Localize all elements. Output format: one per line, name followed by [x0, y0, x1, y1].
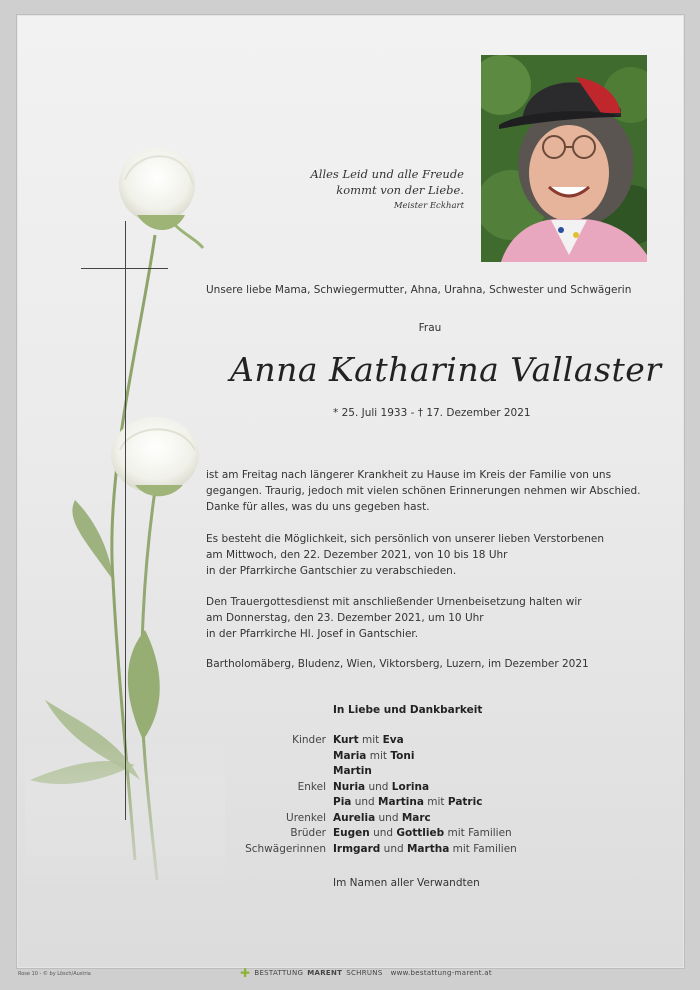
family-row [200, 842, 517, 858]
family-relation [200, 749, 333, 765]
family-relation: Schwägerinnen [245, 842, 326, 855]
family-connector: und [380, 842, 407, 855]
quote-block [310, 166, 464, 214]
cross-logo-icon: ✚ [240, 966, 251, 980]
family-member-name: Irmgard [333, 842, 381, 855]
family-row [200, 780, 517, 796]
places-date-line: Bartholomäberg, Bludenz, Wien, Viktorsberg, Luzern, im Dezember 2021 [206, 658, 589, 670]
family-relation: Brüder [290, 827, 326, 839]
family-member-name: Martin [333, 765, 372, 777]
family-member-name: Kurt [333, 734, 359, 746]
family-connector: mit Familien [449, 842, 517, 855]
family-names [333, 795, 482, 811]
family-names [333, 826, 512, 842]
paragraph-service [206, 594, 582, 642]
family-relation: Urenkel [286, 811, 326, 824]
footer-brand [240, 966, 492, 980]
family-list [200, 733, 517, 857]
deceased-name: Anna Katharina Vallaster [230, 350, 662, 389]
family-relation: Kinder [292, 734, 326, 746]
footer-brand-prefix: BESTATTUNG [254, 969, 304, 977]
quote-line-1: Alles Leid und alle Freude [310, 167, 464, 181]
family-names [333, 780, 429, 796]
family-member-name: Pia [333, 796, 352, 808]
footer-brand-name: MARENT [307, 969, 343, 977]
paragraph-line: in der Pfarrkirche Gantschier zu verabschieden. [206, 565, 457, 577]
family-relation [200, 795, 333, 811]
family-row [200, 733, 517, 749]
paragraph-line: in der Pfarrkirche Hl. Josef in Gantschier. [206, 628, 419, 640]
family-connector: mit [358, 734, 383, 746]
family-member-name: Eva [382, 734, 404, 746]
family-names [333, 733, 404, 749]
footer-url[interactable]: www.bestattung-marent.at [390, 969, 492, 977]
family-member-name: Maria [333, 749, 367, 762]
family-connector: mit [423, 796, 448, 808]
paragraph-line: am Donnerstag, den 23. Dezember 2021, um 10 Uhr [206, 612, 484, 624]
family-member-name: Nuria [333, 780, 366, 793]
family-member-name: Lorina [391, 780, 430, 793]
intro-line: Unsere liebe Mama, Schwiegermutter, Ahna, Urahna, Schwester und Schwägerin [206, 284, 632, 296]
family-row [200, 811, 517, 827]
salutation: Frau [418, 322, 442, 334]
life-dates: * 25. Juli 1933 - † 17. Dezember 2021 [333, 407, 531, 419]
family-names [333, 811, 431, 827]
family-connector: und [369, 827, 397, 839]
family-names [333, 764, 372, 780]
family-member-name: Martha [406, 842, 450, 855]
cross-horizontal [81, 268, 168, 269]
family-member-name: Marc [401, 811, 431, 824]
cross-vertical [125, 221, 126, 820]
family-connector: und [375, 811, 402, 824]
paragraph-farewell [206, 531, 604, 579]
family-relation [200, 764, 333, 780]
quote-author: Meister Eckhart [393, 201, 464, 211]
family-member-name: Toni [390, 749, 415, 762]
in-liebe-heading: In Liebe und Dankbarkeit [333, 704, 483, 716]
paragraph-line: Danke für alles, was du uns gegeben hast. [206, 501, 430, 513]
paragraph-passing [206, 467, 641, 515]
family-member-name: Martina [378, 796, 424, 808]
family-row [200, 749, 517, 765]
family-row [200, 764, 517, 780]
paragraph-line: am Mittwoch, den 22. Dezember 2021, von 10 bis 18 Uhr [206, 549, 508, 561]
paragraph-line: gegangen. Traurig, jedoch mit vielen schönen Erinnerungen nehmen wir Abschied. [206, 485, 641, 497]
family-connector: mit [366, 749, 391, 762]
portrait-photo [481, 55, 647, 262]
family-names [333, 749, 414, 765]
paragraph-line: ist am Freitag nach längerer Krankheit zu Hause im Kreis der Familie von uns [206, 469, 612, 481]
family-row [200, 826, 517, 842]
closing-line: Im Namen aller Verwandten [333, 877, 480, 889]
family-member-name: Aurelia [333, 811, 376, 824]
family-connector: mit Familien [444, 827, 512, 839]
family-connector: und [365, 780, 392, 793]
family-connector: und [351, 796, 379, 808]
family-member-name: Eugen [333, 827, 370, 839]
family-row [200, 795, 517, 811]
paragraph-line: Es besteht die Möglichkeit, sich persönlich von unserer lieben Verstorbenen [206, 533, 604, 545]
footer-place: SCHRUNS [346, 969, 383, 977]
family-relation: Enkel [297, 780, 326, 793]
paragraph-line: Den Trauergottesdienst mit anschließender Urnenbeisetzung halten wir [206, 596, 582, 608]
copyright-note: Rose 10 - © by Lösch/Austria [18, 971, 91, 977]
family-names [333, 842, 517, 858]
family-member-name: Gottlieb [396, 827, 445, 839]
quote-line-2: kommt von der Liebe. [336, 183, 464, 197]
family-member-name: Patric [447, 796, 483, 808]
